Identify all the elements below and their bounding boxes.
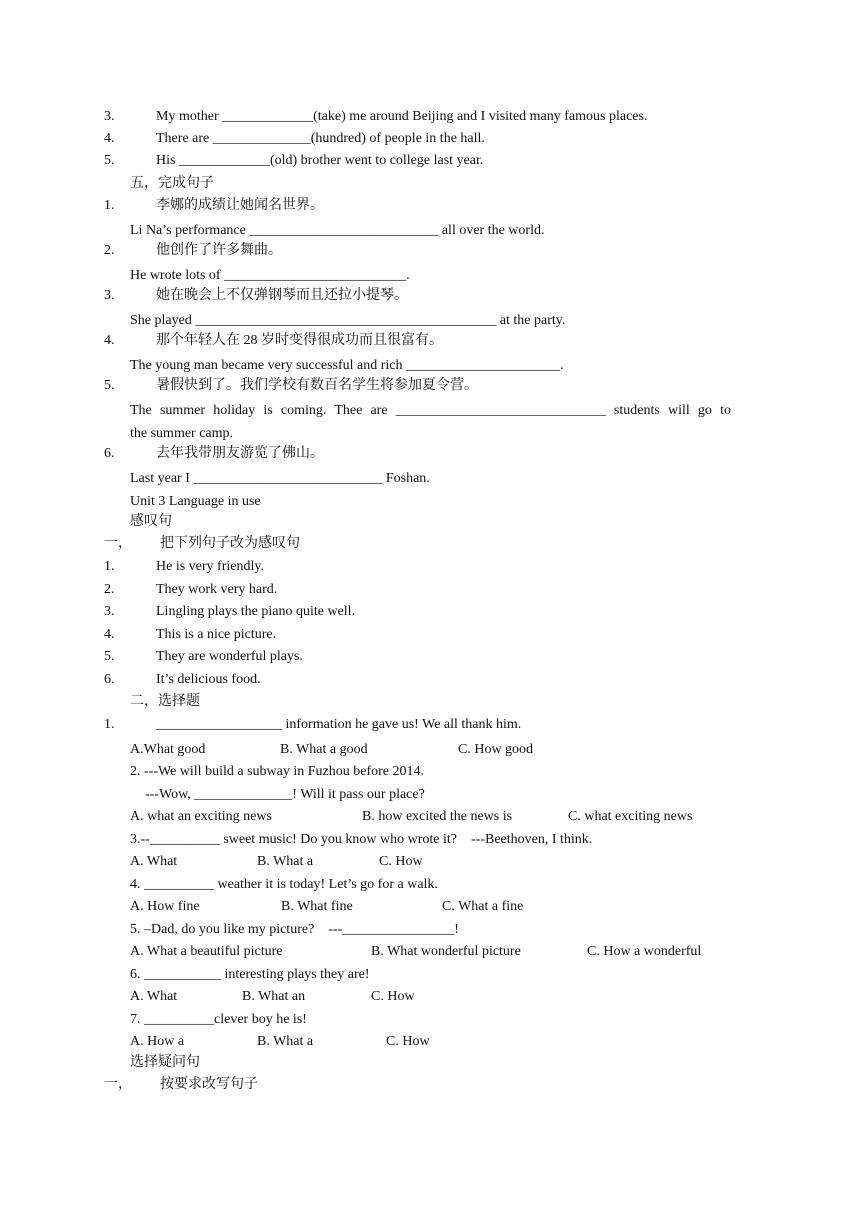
section-title: 按要求改写句子 bbox=[160, 1077, 258, 1092]
option-b: B. What wonderful picture bbox=[371, 944, 521, 959]
item-number: 5. bbox=[104, 649, 115, 664]
option-b: B. What an bbox=[242, 989, 306, 1004]
chinese-prompt: 暑假快到了。我们学校有数百名学生将参加夏令营。 bbox=[156, 378, 478, 393]
option-a: A. what an exciting news bbox=[130, 809, 272, 824]
english-sentence: Last year I ___________________________ Foshan. bbox=[130, 471, 430, 486]
item-number: 4. bbox=[104, 131, 115, 146]
fill-blank-sentence: My mother _____________(take) me around Beijing and I visited many famous places. bbox=[156, 109, 648, 124]
option-a: A. What bbox=[130, 989, 178, 1004]
item-number: 5. bbox=[104, 153, 115, 168]
fill-blank-sentence: His _____________(old) brother went to college last year. bbox=[156, 153, 484, 168]
sentence: Lingling plays the piano quite well. bbox=[156, 604, 356, 619]
option-a: A. What a beautiful picture bbox=[130, 944, 283, 959]
english-sentence: She played ___________________________________________ at the party. bbox=[130, 313, 566, 328]
item-number: 2. bbox=[104, 582, 115, 597]
item-number: 6. bbox=[104, 672, 115, 687]
option-c: C. what exciting news bbox=[568, 809, 693, 824]
english-sentence: The young man became very successful and rich ______________________. bbox=[130, 358, 564, 373]
english-sentence: Li Na’s performance ___________________________ all over the world. bbox=[130, 223, 545, 238]
chinese-prompt: 去年我带朋友游览了佛山。 bbox=[156, 446, 324, 461]
unit-title: Unit 3 Language in use bbox=[130, 494, 261, 509]
fill-blank-sentence: There are ______________(hundred) of people in the hall. bbox=[156, 131, 485, 146]
option-c: C. How a wonderful bbox=[587, 944, 702, 959]
option-a: A.What good bbox=[130, 742, 206, 757]
sentence: They work very hard. bbox=[156, 582, 278, 597]
sentence: They are wonderful plays. bbox=[156, 649, 303, 664]
item-number: 6. bbox=[104, 446, 115, 461]
option-a: A. What bbox=[130, 854, 178, 869]
option-b: B. What a bbox=[257, 854, 314, 869]
option-c: C. How good bbox=[458, 742, 534, 757]
question-number: 1. bbox=[104, 717, 115, 732]
item-number: 1. bbox=[104, 198, 115, 213]
option-b: B. how excited the news is bbox=[362, 809, 513, 824]
item-number: 2. bbox=[104, 243, 115, 258]
sentence: It’s delicious food. bbox=[156, 672, 261, 687]
section-title: 把下列句子改为感叹句 bbox=[160, 536, 300, 551]
option-c: C. How bbox=[371, 989, 415, 1004]
chinese-prompt: 那个年轻人在 28 岁时变得很成功而且很富有。 bbox=[156, 333, 443, 348]
question-stem: 4. __________ weather it is today! Let’s go for a walk. bbox=[130, 877, 438, 892]
question-stem: 7. __________clever boy he is! bbox=[130, 1012, 307, 1027]
question-stem: __________________ information he gave us! We all thank him. bbox=[156, 717, 522, 732]
item-number: 4. bbox=[104, 627, 115, 642]
section-title: 二，选择题 bbox=[130, 694, 200, 709]
topic-heading: 感叹句 bbox=[130, 514, 172, 529]
section-number: 一， bbox=[104, 1077, 132, 1092]
chinese-prompt: 他创作了许多舞曲。 bbox=[156, 243, 282, 258]
topic-heading: 选择疑问句 bbox=[130, 1055, 200, 1070]
item-number: 1. bbox=[104, 559, 115, 574]
option-b: B. What fine bbox=[281, 899, 353, 914]
option-a: A. How fine bbox=[130, 899, 200, 914]
option-a: A. How a bbox=[130, 1034, 185, 1049]
option-c: C. How bbox=[386, 1034, 430, 1049]
chinese-prompt: 她在晚会上不仅弹钢琴而且还拉小提琴。 bbox=[156, 288, 408, 303]
english-sentence-continued: the summer camp. bbox=[130, 426, 234, 441]
section-heading: 五，完成句子 bbox=[130, 176, 214, 191]
item-number: 5. bbox=[104, 378, 115, 393]
english-sentence: The summer holiday is coming. Thee are ______________________________ students will go to bbox=[130, 403, 731, 418]
sentence: He is very friendly. bbox=[156, 559, 264, 574]
chinese-prompt: 李娜的成绩让她闻名世界。 bbox=[156, 198, 324, 213]
option-b: B. What a bbox=[257, 1034, 314, 1049]
option-b: B. What a good bbox=[280, 742, 368, 757]
option-c: C. How bbox=[379, 854, 423, 869]
item-number: 3. bbox=[104, 109, 115, 124]
question-stem: 5. –Dad, do you like my picture? ---________________! bbox=[130, 922, 459, 937]
english-sentence: He wrote lots of __________________________. bbox=[130, 268, 410, 283]
item-number: 3. bbox=[104, 604, 115, 619]
question-stem: 3.--__________ sweet music! Do you know who wrote it? ---Beethoven, I think. bbox=[130, 832, 593, 847]
option-c: C. What a fine bbox=[442, 899, 524, 914]
question-stem: 2. ---We will build a subway in Fuzhou before 2014. bbox=[130, 764, 424, 779]
section-number: 一， bbox=[104, 536, 132, 551]
sentence: This is a nice picture. bbox=[156, 627, 277, 642]
item-number: 4. bbox=[104, 333, 115, 348]
question-stem: 6. ___________ interesting plays they are! bbox=[130, 967, 370, 982]
item-number: 3. bbox=[104, 288, 115, 303]
question-stem-response: ---Wow, ______________! Will it pass our place? bbox=[145, 787, 425, 802]
